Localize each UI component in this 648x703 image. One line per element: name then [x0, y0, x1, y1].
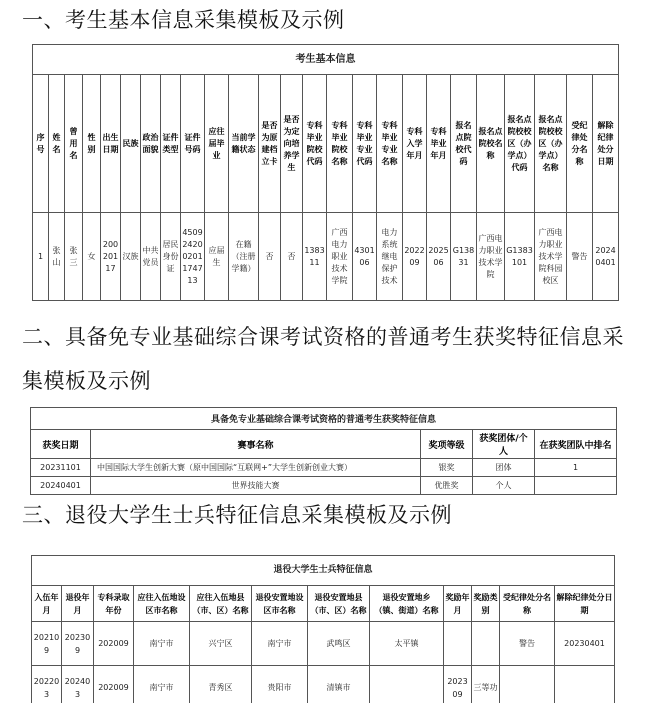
column-header: 是否为定向培养学生 [281, 75, 303, 213]
table-cell: 警告 [567, 213, 593, 301]
table-cell: 202009 [94, 666, 134, 703]
table-cell: 广西电力职业技术学院 [477, 213, 505, 301]
column-header: 姓名 [49, 75, 65, 213]
column-header: 受纪律处分名称 [567, 75, 593, 213]
table-cell: 武鸣区 [308, 622, 370, 666]
table-cell: 202009 [94, 622, 134, 666]
basic-info-table [32, 44, 619, 301]
table-title: 具备免专业基础综合课考试资格的普通考生获奖特征信息 [31, 408, 617, 430]
table-cell: 202403 [62, 666, 94, 703]
table-cell: 202203 [32, 666, 62, 703]
table-row [31, 477, 617, 495]
table-cell: 450924200201174713 [181, 213, 205, 301]
table-cell: 20240401 [31, 477, 91, 495]
column-header: 解除纪律处分日期 [593, 75, 619, 213]
header-row [31, 430, 617, 459]
table-cell [555, 666, 615, 703]
table-title: 退役大学生士兵特征信息 [32, 556, 615, 586]
column-header: 退役安置地县（市、区）名称 [308, 586, 370, 622]
table-cell: 应届生 [205, 213, 229, 301]
table-cell: 团体 [473, 459, 535, 477]
table-cell: 202209 [403, 213, 427, 301]
table-cell: 广西电力职业技术学院 [327, 213, 353, 301]
table-cell: 汉族 [121, 213, 141, 301]
table-cell: 清镇市 [308, 666, 370, 703]
column-header: 专科毕业院校代码 [303, 75, 327, 213]
column-header: 奖励年月 [444, 586, 472, 622]
section-heading-award-info: 二、具备免专业基础综合课考试资格的普通考生获奖特征信息采集模板及示例 [22, 325, 624, 393]
column-header: 退役安置地设区市名称 [252, 586, 308, 622]
table-row [33, 213, 619, 301]
column-header: 退役安置地乡（镇、街道）名称 [370, 586, 444, 622]
column-header: 入伍年月 [32, 586, 62, 622]
column-header: 序号 [33, 75, 49, 213]
column-header: 当前学籍状态 [229, 75, 259, 213]
table-cell: 个人 [473, 477, 535, 495]
table-cell: 在籍（注册学籍） [229, 213, 259, 301]
column-header: 获奖日期 [31, 430, 91, 459]
column-header: 性别 [83, 75, 101, 213]
table-cell: 贵阳市 [252, 666, 308, 703]
table-cell: 青秀区 [190, 666, 252, 703]
table-cell [370, 666, 444, 703]
table-cell: 优胜奖 [421, 477, 473, 495]
table-cell [535, 477, 617, 495]
veteran-info-table [31, 555, 615, 703]
column-header: 专科毕业专业名称 [377, 75, 403, 213]
table-cell: 202506 [427, 213, 451, 301]
table-row [32, 666, 615, 703]
table-cell: 兴宁区 [190, 622, 252, 666]
section-heading-basic-info: 一、考生基本信息采集模板及示例 [22, 8, 345, 32]
column-header: 报名点院校名称 [477, 75, 505, 213]
column-header: 曾用名 [65, 75, 83, 213]
table-cell: 430106 [353, 213, 377, 301]
column-header: 获奖团体/个人 [473, 430, 535, 459]
table-cell: G13831 [451, 213, 477, 301]
header-row [32, 586, 615, 622]
column-header: 在获奖团队中排名 [535, 430, 617, 459]
table-cell: 否 [281, 213, 303, 301]
column-header: 专科毕业院校名称 [327, 75, 353, 213]
column-header: 退役年月 [62, 586, 94, 622]
table-cell: 否 [259, 213, 281, 301]
column-header: 赛事名称 [91, 430, 421, 459]
header-row [33, 75, 619, 213]
column-header: 应往入伍地县（市、区）名称 [190, 586, 252, 622]
column-header: 报名点院校代码 [451, 75, 477, 213]
table-cell: 张三 [65, 213, 83, 301]
table-cell: G1383101 [505, 213, 535, 301]
column-header: 证件号码 [181, 75, 205, 213]
table-cell: 20230401 [555, 622, 615, 666]
table-cell: 20240401 [593, 213, 619, 301]
table-cell: 138311 [303, 213, 327, 301]
table-cell: 202109 [32, 622, 62, 666]
column-header: 专科毕业专业代码 [353, 75, 377, 213]
column-header: 出生日期 [101, 75, 121, 213]
column-header: 受纪律处分名称 [500, 586, 555, 622]
table-cell [472, 622, 500, 666]
table-cell: 20020117 [101, 213, 121, 301]
table-cell: 世界技能大赛 [91, 477, 421, 495]
table-cell: 中国国际大学生创新大赛（原中国国际“互联网+”大学生创新创业大赛） [91, 459, 421, 477]
table-cell: 1 [535, 459, 617, 477]
column-header: 是否为原建档立卡 [259, 75, 281, 213]
table-cell: 张山 [49, 213, 65, 301]
table-cell: 广西电力职业技术学院科园校区 [535, 213, 567, 301]
table-cell [500, 666, 555, 703]
column-header: 奖励类别 [472, 586, 500, 622]
table-cell: 警告 [500, 622, 555, 666]
column-header: 报名点院校校区（办学点）代码 [505, 75, 535, 213]
table-cell: 太平镇 [370, 622, 444, 666]
award-info-table [30, 407, 617, 495]
table-cell: 20231101 [31, 459, 91, 477]
table-cell: 电力系统继电保护技术 [377, 213, 403, 301]
column-header: 解除纪律处分日期 [555, 586, 615, 622]
table-cell: 1 [33, 213, 49, 301]
table-cell: 居民身份证 [161, 213, 181, 301]
column-header: 应往入伍地设区市名称 [134, 586, 190, 622]
table-cell: 202309 [444, 666, 472, 703]
table-cell: 银奖 [421, 459, 473, 477]
column-header: 报名点院校校区（办学点）名称 [535, 75, 567, 213]
table-cell: 南宁市 [252, 622, 308, 666]
table-cell: 202309 [62, 622, 94, 666]
column-header: 应往届毕业 [205, 75, 229, 213]
table-cell: 南宁市 [134, 622, 190, 666]
column-header: 奖项等级 [421, 430, 473, 459]
table-cell: 中共党员 [141, 213, 161, 301]
table-row [31, 459, 617, 477]
column-header: 专科录取年份 [94, 586, 134, 622]
table-cell [444, 622, 472, 666]
column-header: 民族 [121, 75, 141, 213]
table-row [32, 622, 615, 666]
table-title: 考生基本信息 [33, 45, 619, 75]
column-header: 专科毕业年月 [427, 75, 451, 213]
table-cell: 南宁市 [134, 666, 190, 703]
column-header: 政治面貌 [141, 75, 161, 213]
section-heading-veteran-info: 三、退役大学生士兵特征信息采集模板及示例 [22, 503, 452, 527]
column-header: 专科入学年月 [403, 75, 427, 213]
table-cell: 女 [83, 213, 101, 301]
column-header: 证件类型 [161, 75, 181, 213]
table-cell: 三等功 [472, 666, 500, 703]
